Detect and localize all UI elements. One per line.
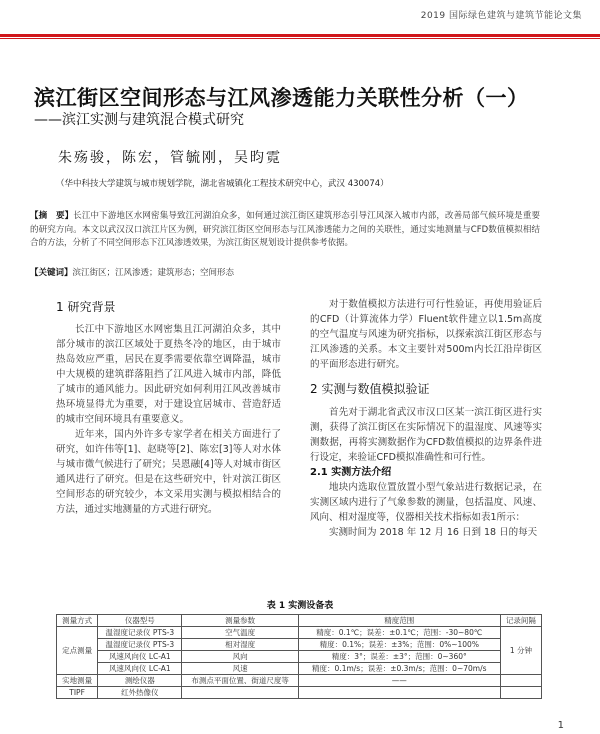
keywords-text: 滨江街区；江风渗透；建筑形态；空间形态 <box>72 268 235 278</box>
table-cell-group: 定点测量 <box>57 627 98 675</box>
header-rule-thin <box>0 38 600 39</box>
table-cell: 空气温度 <box>182 627 298 639</box>
section-1-paragraph-1: 长江中下游地区水网密集且江河湖泊众多，其中部分城市的滨江区域处于夏热冬冷的地区，由于城市热岛效应严重，居民在夏季需要依靠空调降温，城市中大规模的建筑群落阻挡了江风进入城市内部，降低了城市的通风能力。因此研究如何利用江风改善城市热环境显得尤为重要，对于建设宜居城市、营造舒适的城市空间环境具有重要意义。 <box>56 324 281 425</box>
right-column <box>310 297 542 540</box>
table-cell: 测绘仪器 <box>98 675 182 687</box>
section-2-1-paragraph: 地块内选取位置放置小型气象站进行数据记录，在实测区域内进行了气象参数的测量，包括温度、风速、风向、相对湿度等，仪器相关技术指标如表1所示： <box>310 482 542 523</box>
table-header: 测量参数 <box>182 615 298 627</box>
section-2-1-heading: 2.1 实测方法介绍 <box>310 467 392 478</box>
table-cell: 布测点平面位置、街道尺度等 <box>182 675 298 687</box>
table-cell: 精度：0.1m/s；误差：±0.3m/s；范围：0~70m/s <box>298 663 500 675</box>
table-cell: 风速 <box>182 663 298 675</box>
table-row <box>57 675 542 687</box>
header-rule <box>0 34 600 37</box>
table-row <box>57 639 542 651</box>
table-cell: 温湿度记录仪 PTS-3 <box>98 627 182 639</box>
table-cell-interval: 1 分钟 <box>500 627 541 675</box>
section-2-paragraph: 首先对于湖北省武汉市汉口区某一滨江街区进行实测，获得了滨江街区在实际情况下的温湿度、风速等实测数据，再将实测数据作为CFD数值模拟的边界条件进行设定，来验证CFD模拟准确性和可行性。 <box>310 407 542 463</box>
table-header-row <box>57 615 542 627</box>
abstract-text: 长江中下游地区水网密集导致江河湖泊众多，如何通过滨江街区建筑形态引导江风深入城市内部，改善局部气候环境是重要的研究方向。本文以武汉汉口滨江片区为例，研究滨江街区空间形态与江风渗透能力之间的关联性，通过实地测量与CFD数值模拟相结合的方法，分析了不同空间形态下江风渗透效果，为滨江街区规划设计提供参考依据。 <box>30 211 540 248</box>
keywords <box>30 266 540 278</box>
table-row <box>57 663 542 675</box>
table-header: 记录间隔 <box>500 615 541 627</box>
table-cell <box>500 687 541 699</box>
keywords-label: 【关键词】 <box>30 268 73 278</box>
right-paragraph-1: 对于数值模拟方法进行可行性验证，再使用验证后的CFD（计算流体力学）Fluent软件建立以1.5m高度的空气温度与风速为研究指标，以探索滨江街区形态与江风渗透的关系。本文主要针对500m内长江沿岸街区的平面形态进行研究。 <box>310 299 542 370</box>
table-header: 精度范围 <box>298 615 500 627</box>
table-cell: 精度：3°；误差：±3°；范围：0~360° <box>298 651 500 663</box>
table-cell: 风速风向仪 LC-A1 <box>98 663 182 675</box>
abstract-label: 【摘 要】 <box>30 211 74 221</box>
table-cell <box>500 675 541 687</box>
section-1-paragraph-2: 近年来，国内外许多专家学者在相关方面进行了研究，如许伟等[1]、赵晓等[2]、陈宏[3]等人对水体与城市微气候进行了研究；吴恩融[4]等人对城市街区通风进行了研究。但是在这些研究中，针对滨江街区空间形态的研究较少，本文采用实测与模拟相结合的方法，通过实地测量的方式进行研究。 <box>56 429 281 515</box>
paper-subtitle: ——滨江实测与建筑混合模式研究 <box>34 112 244 128</box>
page-number: 1 <box>557 720 564 731</box>
section-2-heading: 2 实测与数值模拟验证 <box>310 382 430 396</box>
table-cell: —— <box>298 675 500 687</box>
table-row <box>57 687 542 699</box>
table-cell <box>298 687 500 699</box>
abstract <box>30 210 540 251</box>
authors: 朱殇骏，陈宏，管毓刚，吴昀霓 <box>58 150 282 166</box>
equipment-table <box>56 614 542 699</box>
table-row <box>57 627 542 639</box>
section-1-heading: 1 研究背景 <box>56 300 116 314</box>
table-cell: 风向 <box>182 651 298 663</box>
table-cell: 精度：0.1℃；误差：±0.1℃；范围：-30~80℃ <box>298 627 500 639</box>
table-cell: 温湿度记录仪 PTS-3 <box>98 639 182 651</box>
left-column <box>56 322 281 517</box>
paper-title: 滨江街区空间形态与江风渗透能力关联性分析（一） <box>34 86 529 110</box>
table-cell: 相对湿度 <box>182 639 298 651</box>
table-cell: 红外热像仪 <box>98 687 182 699</box>
journal-header: 2019 国际绿色建筑与建筑节能论文集 <box>420 11 582 21</box>
affiliation: （华中科技大学建筑与城市规划学院，湖北省城镇化工程技术研究中心，武汉 430074） <box>56 179 389 189</box>
table-cell: 精度：0.1%；误差：±3%；范围：0%~100% <box>298 639 500 651</box>
table-cell <box>182 687 298 699</box>
table-title: 表 1 实测设备表 <box>266 601 334 611</box>
table-header: 仪器型号 <box>98 615 182 627</box>
table-cell: 风速风向仪 LC-A1 <box>98 651 182 663</box>
section-2-1-paragraph-2: 实测时间为 2018 年 12 月 16 日到 18 日的每天 <box>329 527 538 538</box>
table-header: 测量方式 <box>57 615 98 627</box>
table-cell: 实地测量 <box>57 675 98 687</box>
table-row <box>57 651 542 663</box>
table-cell: TIPF <box>57 687 98 699</box>
